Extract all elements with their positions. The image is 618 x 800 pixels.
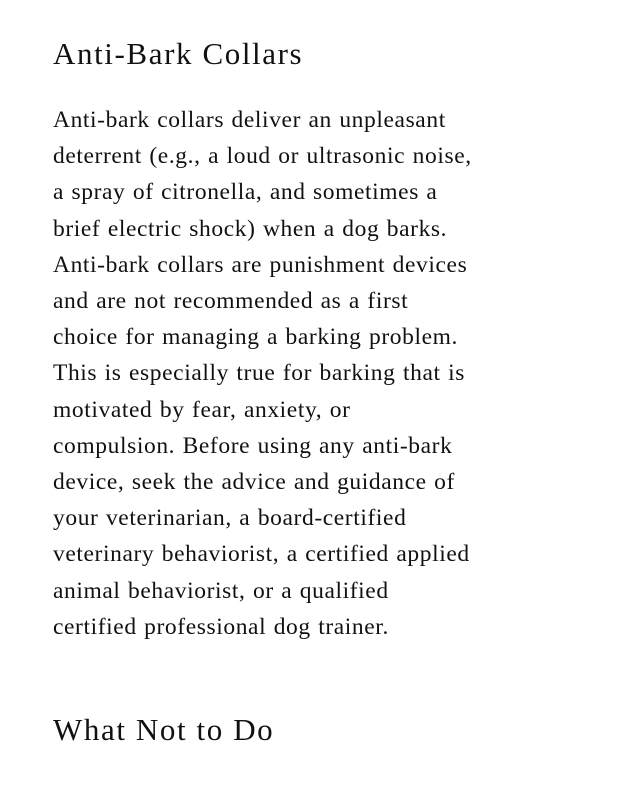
body-paragraph <box>53 102 583 645</box>
paragraph-line: Anti-bark collars are punishment devices <box>53 251 468 278</box>
paragraph-line: a spray of citronella, and sometimes a <box>53 179 438 206</box>
paragraph-line: and are not recommended as a first <box>53 288 409 315</box>
paragraph-line: your veterinarian, a board-certified <box>53 505 407 532</box>
paragraph-line: device, seek the advice and guidance of <box>53 469 455 496</box>
paragraph-line: This is especially true for barking that is <box>53 360 465 387</box>
paragraph-line: Anti-bark collars deliver an unpleasant <box>53 107 446 133</box>
paragraph-line: motivated by fear, anxiety, or <box>53 396 351 423</box>
section-heading-what-not-to-do: What Not to Do <box>53 712 275 747</box>
paragraph-line: veterinary behaviorist, a certified applied <box>53 541 470 568</box>
paragraph-line: compulsion. Before using any anti-bark <box>53 432 453 459</box>
paragraph-line: deterrent (e.g., a loud or ultrasonic noise, <box>53 143 472 170</box>
paragraph-line: choice for managing a barking problem. <box>53 324 458 351</box>
paragraph-line: certified professional dog trainer. <box>53 613 389 640</box>
paragraph-line: brief electric shock) when a dog barks. <box>53 215 448 242</box>
section-heading-anti-bark-collars: Anti-Bark Collars <box>53 36 304 71</box>
paragraph-line: animal behaviorist, or a qualified <box>53 577 389 604</box>
